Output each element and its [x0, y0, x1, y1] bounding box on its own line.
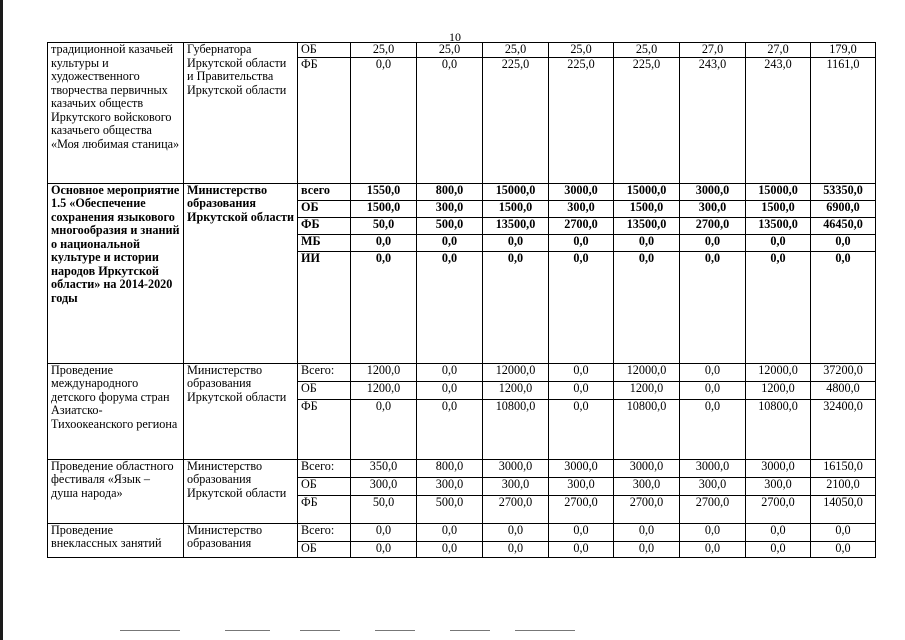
amount-cell: 350,0: [351, 459, 417, 477]
amount-cell: 12000,0: [614, 363, 680, 381]
amount-cell: 1200,0: [614, 381, 680, 399]
funding-source-cell: Всего:: [298, 363, 351, 381]
total-value-cell: 46450,0: [811, 217, 876, 234]
amount-cell: 0,0: [417, 381, 483, 399]
amount-cell: 800,0: [417, 183, 483, 200]
amount-cell: 0,0: [417, 523, 483, 541]
executor-cell: Губернатора Иркутской области и Правительства Иркутской области: [184, 43, 298, 184]
funding-source-cell: ОБ: [298, 541, 351, 557]
amount-cell: 225,0: [483, 57, 549, 183]
amount-cell: 243,0: [746, 57, 811, 183]
total-value-cell: 32400,0: [811, 399, 876, 459]
budget-table: [47, 42, 876, 558]
amount-cell: 12000,0: [746, 363, 811, 381]
amount-cell: 0,0: [483, 541, 549, 557]
funding-source-cell: ФБ: [298, 495, 351, 523]
amount-cell: 0,0: [746, 523, 811, 541]
total-value-cell: 37200,0: [811, 363, 876, 381]
total-value-cell: 53350,0: [811, 183, 876, 200]
activity-name-cell: Проведение внеклассных занятий: [48, 523, 184, 557]
table-row: [48, 523, 876, 541]
amount-cell: 1500,0: [483, 200, 549, 217]
amount-cell: 0,0: [549, 523, 614, 541]
amount-cell: 3000,0: [549, 459, 614, 477]
amount-cell: 0,0: [614, 523, 680, 541]
amount-cell: 0,0: [680, 541, 746, 557]
table-row: [48, 459, 876, 477]
amount-cell: 0,0: [351, 541, 417, 557]
amount-cell: 3000,0: [483, 459, 549, 477]
amount-cell: 15000,0: [483, 183, 549, 200]
amount-cell: 25,0: [351, 43, 417, 58]
amount-cell: 3000,0: [746, 459, 811, 477]
amount-cell: 2700,0: [680, 217, 746, 234]
funding-source-cell: МБ: [298, 234, 351, 251]
amount-cell: 3000,0: [680, 459, 746, 477]
amount-cell: 0,0: [351, 251, 417, 363]
amount-cell: 13500,0: [746, 217, 811, 234]
funding-source-cell: Всего:: [298, 459, 351, 477]
amount-cell: 3000,0: [549, 183, 614, 200]
amount-cell: 10800,0: [614, 399, 680, 459]
total-value-cell: 4800,0: [811, 381, 876, 399]
amount-cell: 0,0: [614, 234, 680, 251]
amount-cell: 1200,0: [351, 381, 417, 399]
total-value-cell: 0,0: [811, 541, 876, 557]
funding-source-cell: ОБ: [298, 477, 351, 495]
funding-source-cell: всего: [298, 183, 351, 200]
total-value-cell: 6900,0: [811, 200, 876, 217]
amount-cell: 1200,0: [351, 363, 417, 381]
amount-cell: 0,0: [417, 234, 483, 251]
amount-cell: 800,0: [417, 459, 483, 477]
amount-cell: 10800,0: [746, 399, 811, 459]
activity-name-cell: Основное мероприятие 1.5 «Обеспечение сохранения языкового многообразия и знаний о национальной культуре и истории народов Иркутской области» на 2014-2020 годы: [48, 183, 184, 363]
table-row: [48, 363, 876, 381]
amount-cell: 25,0: [417, 43, 483, 58]
funding-source-cell: ОБ: [298, 43, 351, 58]
amount-cell: 0,0: [680, 363, 746, 381]
amount-cell: 2700,0: [614, 495, 680, 523]
amount-cell: 25,0: [483, 43, 549, 58]
amount-cell: 300,0: [746, 477, 811, 495]
scan-artifact-line: [515, 630, 575, 631]
scan-artifact-line: [450, 630, 490, 631]
amount-cell: 3000,0: [614, 459, 680, 477]
total-value-cell: 1161,0: [811, 57, 876, 183]
amount-cell: 1500,0: [746, 200, 811, 217]
amount-cell: 0,0: [549, 363, 614, 381]
amount-cell: 0,0: [549, 541, 614, 557]
amount-cell: 500,0: [417, 495, 483, 523]
amount-cell: 300,0: [417, 477, 483, 495]
amount-cell: 0,0: [746, 234, 811, 251]
activity-name-cell: традиционной казачьей культуры и художественного творчества первичных казачьих обществ Иркутского войскового казачьего общества «Моя любимая станица»: [48, 43, 184, 184]
funding-source-cell: ФБ: [298, 57, 351, 183]
amount-cell: 2700,0: [549, 217, 614, 234]
total-value-cell: 179,0: [811, 43, 876, 58]
amount-cell: 13500,0: [483, 217, 549, 234]
amount-cell: 10800,0: [483, 399, 549, 459]
amount-cell: 300,0: [549, 477, 614, 495]
funding-source-cell: Всего:: [298, 523, 351, 541]
amount-cell: 0,0: [483, 251, 549, 363]
amount-cell: 1500,0: [351, 200, 417, 217]
total-value-cell: 14050,0: [811, 495, 876, 523]
amount-cell: 243,0: [680, 57, 746, 183]
amount-cell: 500,0: [417, 217, 483, 234]
funding-source-cell: ФБ: [298, 217, 351, 234]
executor-cell: Министерство образования Иркутской области: [184, 363, 298, 459]
amount-cell: 0,0: [549, 399, 614, 459]
amount-cell: 0,0: [549, 251, 614, 363]
amount-cell: 300,0: [549, 200, 614, 217]
funding-source-cell: ФБ: [298, 399, 351, 459]
amount-cell: 27,0: [746, 43, 811, 58]
total-value-cell: 0,0: [811, 523, 876, 541]
amount-cell: 0,0: [680, 234, 746, 251]
amount-cell: 1200,0: [746, 381, 811, 399]
amount-cell: 50,0: [351, 495, 417, 523]
amount-cell: 0,0: [614, 541, 680, 557]
amount-cell: 225,0: [549, 57, 614, 183]
amount-cell: 300,0: [680, 200, 746, 217]
amount-cell: 50,0: [351, 217, 417, 234]
scan-edge: [0, 0, 3, 640]
amount-cell: 3000,0: [680, 183, 746, 200]
funding-source-cell: ОБ: [298, 381, 351, 399]
amount-cell: 0,0: [483, 234, 549, 251]
amount-cell: 0,0: [417, 399, 483, 459]
amount-cell: 0,0: [351, 57, 417, 183]
amount-cell: 0,0: [680, 523, 746, 541]
amount-cell: 0,0: [746, 251, 811, 363]
amount-cell: 25,0: [549, 43, 614, 58]
amount-cell: 25,0: [614, 43, 680, 58]
scan-artifact-line: [300, 630, 340, 631]
total-value-cell: 16150,0: [811, 459, 876, 477]
amount-cell: 0,0: [680, 399, 746, 459]
executor-cell: Министерство образования Иркутской области: [184, 183, 298, 363]
amount-cell: 0,0: [680, 251, 746, 363]
activity-name-cell: Проведение областного фестиваля «Язык – душа народа»: [48, 459, 184, 523]
amount-cell: 0,0: [351, 234, 417, 251]
page-number: 10: [449, 30, 461, 44]
total-value-cell: 0,0: [811, 234, 876, 251]
amount-cell: 300,0: [417, 200, 483, 217]
amount-cell: 2700,0: [746, 495, 811, 523]
total-value-cell: 0,0: [811, 251, 876, 363]
amount-cell: 0,0: [417, 363, 483, 381]
amount-cell: 1550,0: [351, 183, 417, 200]
amount-cell: 0,0: [614, 251, 680, 363]
amount-cell: 300,0: [351, 477, 417, 495]
amount-cell: 13500,0: [614, 217, 680, 234]
amount-cell: 12000,0: [483, 363, 549, 381]
amount-cell: 0,0: [417, 541, 483, 557]
scan-artifact-line: [375, 630, 415, 631]
amount-cell: 0,0: [549, 234, 614, 251]
amount-cell: 0,0: [417, 57, 483, 183]
executor-cell: Министерство образования Иркутской области: [184, 459, 298, 523]
table-body: [48, 43, 876, 558]
activity-name-cell: Проведение международного детского форума стран Азиатско-Тихоокеанского региона: [48, 363, 184, 459]
total-value-cell: 2100,0: [811, 477, 876, 495]
scan-artifact-line: [120, 630, 180, 631]
amount-cell: 2700,0: [549, 495, 614, 523]
table-row: [48, 43, 876, 58]
amount-cell: 1200,0: [483, 381, 549, 399]
amount-cell: 300,0: [483, 477, 549, 495]
amount-cell: 225,0: [614, 57, 680, 183]
funding-source-cell: ОБ: [298, 200, 351, 217]
amount-cell: 300,0: [614, 477, 680, 495]
table-row: [48, 183, 876, 200]
scan-artifact-line: [225, 630, 270, 631]
amount-cell: 0,0: [680, 381, 746, 399]
funding-source-cell: ИИ: [298, 251, 351, 363]
amount-cell: 1500,0: [614, 200, 680, 217]
amount-cell: 0,0: [549, 381, 614, 399]
executor-cell: Министерство образования: [184, 523, 298, 557]
amount-cell: 0,0: [351, 399, 417, 459]
amount-cell: 0,0: [746, 541, 811, 557]
amount-cell: 0,0: [483, 523, 549, 541]
amount-cell: 0,0: [351, 523, 417, 541]
amount-cell: 300,0: [680, 477, 746, 495]
amount-cell: 0,0: [417, 251, 483, 363]
amount-cell: 2700,0: [483, 495, 549, 523]
amount-cell: 15000,0: [614, 183, 680, 200]
amount-cell: 15000,0: [746, 183, 811, 200]
amount-cell: 2700,0: [680, 495, 746, 523]
amount-cell: 27,0: [680, 43, 746, 58]
